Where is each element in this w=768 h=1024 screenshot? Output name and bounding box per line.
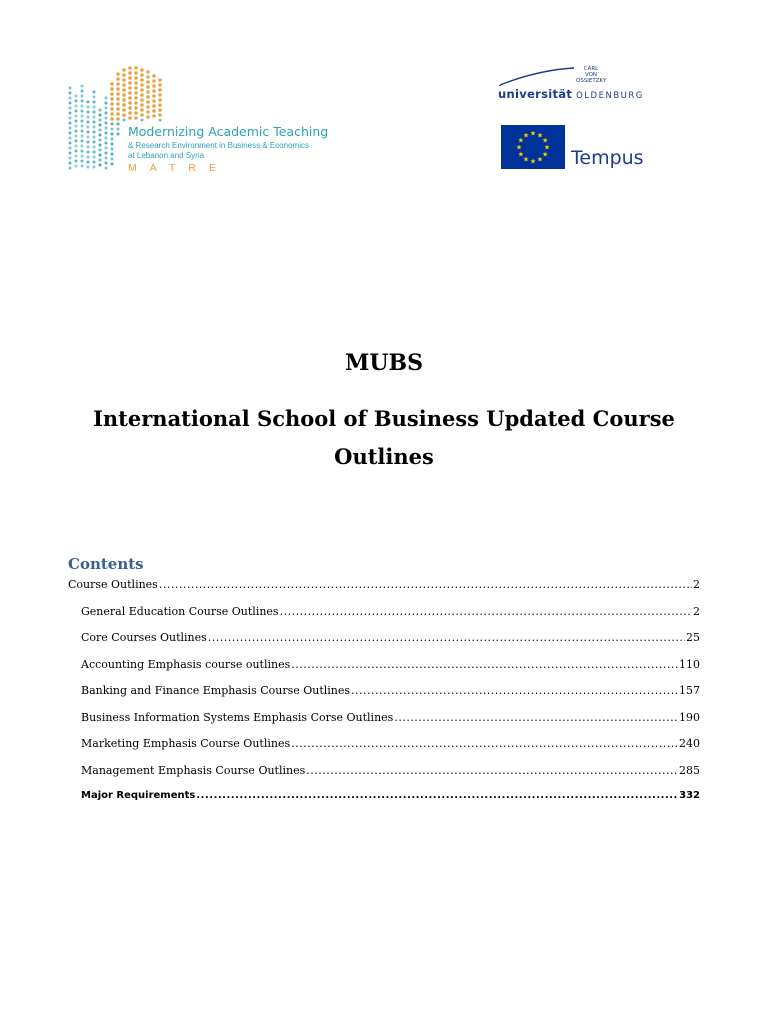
matre-dot <box>75 125 78 128</box>
matre-dot <box>93 116 96 119</box>
toc-entry[interactable] <box>68 790 700 817</box>
matre-dot <box>146 85 150 89</box>
matre-dot <box>93 106 96 109</box>
matre-dot <box>152 104 156 108</box>
matre-dot <box>116 87 120 91</box>
matre-dot <box>69 122 72 125</box>
matre-dot <box>81 115 84 118</box>
oldenburg-small-lines <box>576 66 606 84</box>
matre-dot <box>87 121 90 124</box>
matre-dot <box>123 119 126 122</box>
matre-dot <box>81 125 84 128</box>
matre-dot <box>69 127 72 130</box>
matre-dot <box>146 100 150 104</box>
matre-dot <box>140 78 144 82</box>
matre-dot <box>69 97 72 100</box>
toc-entry-title[interactable]: Marketing Emphasis Course Outlines <box>81 737 291 750</box>
matre-dot <box>93 101 96 104</box>
matre-dot <box>87 161 90 164</box>
matre-dot <box>87 136 90 139</box>
toc-entry-page[interactable]: 2 <box>693 604 700 618</box>
eu-star-icon: ★ <box>529 157 537 166</box>
matre-dot <box>87 101 90 104</box>
table-of-contents <box>68 578 700 817</box>
matre-dot <box>75 130 78 133</box>
toc-entry-title[interactable]: Accounting Emphasis course outlines <box>81 657 291 671</box>
matre-dot <box>159 119 162 122</box>
oldenburg-small-line: CARL <box>583 66 599 72</box>
matre-dot <box>116 92 120 96</box>
matre-dot <box>81 90 84 93</box>
matre-dot <box>158 108 162 112</box>
matre-dot <box>69 157 72 160</box>
matre-dot <box>105 162 108 165</box>
matre-dot <box>99 149 102 152</box>
matre-wordmark: MATRE <box>128 162 229 174</box>
matre-tagline-1: Modernizing Academic Teaching <box>128 124 329 139</box>
matre-dot <box>146 70 150 74</box>
matre-dot <box>99 159 102 162</box>
toc-dot-leader <box>351 684 678 697</box>
matre-dot <box>69 167 72 170</box>
matre-dot <box>122 83 126 87</box>
matre-dot <box>134 91 138 95</box>
matre-dot <box>122 68 126 72</box>
matre-dot <box>87 146 90 149</box>
toc-dot-leader <box>291 658 678 671</box>
matre-dot <box>146 95 150 99</box>
matre-dot <box>75 95 78 98</box>
matre-dot <box>81 135 84 138</box>
matre-dot <box>93 146 96 149</box>
matre-dot <box>117 123 120 126</box>
matre-dot <box>75 155 78 158</box>
matre-dot <box>81 160 84 163</box>
matre-dot <box>122 93 126 97</box>
eu-flag-icon <box>501 125 565 169</box>
matre-dot <box>93 91 96 94</box>
matre-dot <box>116 117 120 121</box>
matre-dot <box>99 124 102 127</box>
matre-dot <box>122 113 126 117</box>
matre-dot <box>158 83 162 87</box>
matre-dot <box>93 131 96 134</box>
toc-dot-leader <box>159 578 692 591</box>
toc-entry-page[interactable]: 110 <box>679 657 700 671</box>
matre-dot <box>134 81 138 85</box>
matre-dot <box>87 111 90 114</box>
toc-dot-leader <box>291 737 678 750</box>
matre-dot <box>93 141 96 144</box>
matre-dot <box>75 165 78 168</box>
oldenburg-city: OLDENBURG <box>576 91 644 101</box>
matre-dot <box>99 129 102 132</box>
matre-dot <box>128 116 132 120</box>
matre-dot <box>111 138 114 141</box>
toc-entry[interactable] <box>68 711 700 738</box>
matre-dot <box>116 82 120 86</box>
matre-dot <box>75 120 78 123</box>
toc-entry-page[interactable]: 285 <box>679 763 700 777</box>
oldenburg-wordmark <box>498 87 644 101</box>
matre-dot <box>110 107 114 111</box>
matre-dot <box>128 66 132 70</box>
oldenburg-name: universität <box>498 87 573 101</box>
matre-dot <box>69 87 72 90</box>
matre-dot <box>111 158 114 161</box>
matre-dot <box>158 113 162 117</box>
matre-dot <box>128 71 132 75</box>
toc-dot-leader <box>306 764 678 777</box>
eu-star-icon: ★ <box>522 131 530 140</box>
matre-dot <box>128 111 132 115</box>
matre-dot <box>110 87 114 91</box>
matre-dot <box>105 137 108 140</box>
matre-dot <box>87 106 90 109</box>
matre-dot <box>93 136 96 139</box>
matre-dot <box>110 92 114 96</box>
toc-entry-title[interactable]: Major Requirements <box>81 790 196 801</box>
matre-dot <box>134 86 138 90</box>
matre-dot <box>105 147 108 150</box>
matre-dot <box>105 167 108 170</box>
matre-dot <box>99 114 102 117</box>
matre-dot <box>69 142 72 145</box>
matre-dot <box>110 97 114 101</box>
matre-dot <box>99 139 102 142</box>
matre-dot <box>87 126 90 129</box>
matre-dot <box>75 135 78 138</box>
matre-dot <box>69 117 72 120</box>
matre-dot <box>93 96 96 99</box>
matre-dot <box>158 98 162 102</box>
matre-dot <box>93 111 96 114</box>
eu-star-icon: ★ <box>536 131 544 140</box>
toc-entry-page[interactable]: 190 <box>679 710 700 724</box>
matre-dot <box>105 117 108 120</box>
toc-entry[interactable] <box>68 658 700 685</box>
toc-entry-page[interactable]: 2 <box>693 578 700 591</box>
matre-dot <box>146 75 150 79</box>
matre-dot <box>87 151 90 154</box>
tempus-logo <box>501 125 651 172</box>
matre-dot <box>140 68 144 72</box>
matre-dot <box>122 73 126 77</box>
matre-dot <box>134 116 138 120</box>
matre-tagline-2: & Research Environment in Business & Economics <box>128 141 309 150</box>
matre-dot <box>87 141 90 144</box>
matre-dot <box>75 110 78 113</box>
matre-dot <box>99 134 102 137</box>
matre-dot <box>93 166 96 169</box>
matre-dot <box>69 112 72 115</box>
matre-dot <box>116 97 120 101</box>
matre-dot <box>99 164 102 167</box>
eu-star-icon: ★ <box>543 143 551 152</box>
eu-star-icon: ★ <box>517 150 525 159</box>
matre-dot <box>93 151 96 154</box>
matre-dot <box>140 88 144 92</box>
matre-dot <box>69 102 72 105</box>
matre-dot <box>158 93 162 97</box>
matre-dot <box>105 132 108 135</box>
matre-dot <box>75 145 78 148</box>
toc-entry[interactable] <box>68 578 700 605</box>
matre-dot <box>134 111 138 115</box>
matre-dot <box>134 96 138 100</box>
document-subtitle-line-1: International School of Business Updated Course <box>93 406 675 431</box>
toc-entry-title[interactable]: Banking and Finance Emphasis Course Outlines <box>81 684 351 697</box>
tempus-wordmark: Tempus <box>571 147 644 169</box>
matre-dot <box>105 127 108 130</box>
toc-entry-page[interactable]: 157 <box>679 684 700 697</box>
toc-entry[interactable] <box>68 684 700 711</box>
matre-dot <box>75 105 78 108</box>
matre-dot <box>69 132 72 135</box>
document-subtitle <box>0 400 768 476</box>
matre-dot <box>122 103 126 107</box>
toc-entry-title[interactable]: Management Emphasis Course Outlines <box>81 763 306 777</box>
matre-dot <box>99 154 102 157</box>
matre-dot <box>99 119 102 122</box>
matre-dot <box>152 109 156 113</box>
matre-dot <box>81 145 84 148</box>
document-subtitle-line-2: Outlines <box>334 444 434 469</box>
matre-dot <box>111 133 114 136</box>
matre-dot <box>81 155 84 158</box>
matre-dot <box>158 88 162 92</box>
matre-dot <box>81 100 84 103</box>
matre-dot <box>146 105 150 109</box>
matre-dot <box>140 113 144 117</box>
matre-dot <box>111 123 114 126</box>
eu-star-icon: ★ <box>522 155 530 164</box>
matre-dot <box>152 99 156 103</box>
matre-dot <box>110 82 114 86</box>
matre-dot <box>81 140 84 143</box>
toc-entry-title[interactable]: Course Outlines <box>68 578 158 591</box>
matre-dot <box>110 102 114 106</box>
matre-dot <box>87 116 90 119</box>
matre-dot <box>152 84 156 88</box>
matre-dot <box>116 107 120 111</box>
matre-dot <box>81 150 84 153</box>
matre-dot <box>105 122 108 125</box>
matre-dot <box>69 137 72 140</box>
eu-star-icon: ★ <box>541 150 549 159</box>
matre-dot <box>105 107 108 110</box>
matre-dot <box>134 101 138 105</box>
toc-entry-title[interactable]: General Education Course Outlines <box>81 604 279 618</box>
oldenburg-small-line: VON <box>584 72 598 78</box>
toc-dot-leader <box>208 631 685 644</box>
matre-dot <box>146 115 150 119</box>
matre-dot <box>111 153 114 156</box>
matre-dot <box>158 78 162 82</box>
matre-dot <box>117 133 120 136</box>
matre-dot <box>158 103 162 107</box>
matre-dot <box>128 106 132 110</box>
matre-dot <box>134 71 138 75</box>
matre-dot <box>140 98 144 102</box>
matre-dot <box>116 112 120 116</box>
matre-dot <box>128 91 132 95</box>
matre-dot <box>117 128 120 131</box>
matre-dot <box>105 112 108 115</box>
matre-dot <box>110 117 114 121</box>
matre-dot <box>122 88 126 92</box>
toc-entry[interactable] <box>68 605 700 632</box>
oldenburg-logo <box>498 66 658 114</box>
matre-dot <box>152 74 156 78</box>
matre-dot <box>134 106 138 110</box>
toc-entry-page[interactable]: 25 <box>686 631 700 644</box>
toc-entry-title[interactable]: Core Courses Outlines <box>81 631 207 644</box>
matre-dot <box>140 83 144 87</box>
matre-dot <box>75 115 78 118</box>
toc-entry[interactable] <box>68 737 700 764</box>
matre-dot <box>116 72 120 76</box>
matre-dot <box>93 156 96 159</box>
eu-star-icon: ★ <box>541 136 549 145</box>
matre-dot <box>146 90 150 94</box>
matre-dot <box>75 140 78 143</box>
matre-dot <box>105 102 108 105</box>
toc-entry[interactable] <box>68 631 700 658</box>
matre-dot <box>81 110 84 113</box>
matre-dot <box>81 165 84 168</box>
contents-heading: Contents <box>68 555 144 573</box>
matre-dot <box>134 66 138 70</box>
matre-dot <box>122 98 126 102</box>
matre-dot <box>146 110 150 114</box>
matre-dot <box>152 114 156 118</box>
matre-dot <box>152 94 156 98</box>
matre-dot <box>128 81 132 85</box>
toc-entry-page[interactable]: 332 <box>679 790 700 801</box>
matre-dot <box>116 77 120 81</box>
matre-tagline-3: at Lebanon and Syria <box>128 151 205 160</box>
matre-dot <box>69 162 72 165</box>
matre-dot <box>141 119 144 122</box>
matre-dot <box>111 128 114 131</box>
matre-dot <box>81 95 84 98</box>
matre-dot <box>146 80 150 84</box>
matre-dot <box>105 97 108 100</box>
matre-dot <box>93 121 96 124</box>
matre-dot <box>69 107 72 110</box>
matre-dot <box>122 108 126 112</box>
matre-dot <box>140 93 144 97</box>
matre-dot <box>111 143 114 146</box>
matre-dot <box>140 103 144 107</box>
matre-dot <box>81 120 84 123</box>
matre-dot <box>81 105 84 108</box>
matre-dot <box>152 79 156 83</box>
toc-dot-leader <box>394 711 678 724</box>
matre-dot <box>99 144 102 147</box>
eu-star-icon: ★ <box>536 155 544 164</box>
matre-dot <box>140 73 144 77</box>
matre-dot <box>128 76 132 80</box>
toc-dot-leader <box>196 790 678 801</box>
matre-dot <box>111 148 114 151</box>
matre-dot <box>116 102 120 106</box>
matre-dot <box>99 109 102 112</box>
matre-dot <box>93 126 96 129</box>
matre-dot <box>111 163 114 166</box>
matre-dot <box>81 130 84 133</box>
matre-dot <box>105 142 108 145</box>
document-title: MUBS <box>344 350 424 376</box>
matre-dot <box>75 160 78 163</box>
matre-dot <box>128 96 132 100</box>
matre-dot <box>69 152 72 155</box>
matre-dot <box>128 101 132 105</box>
eu-star-icon: ★ <box>517 136 525 145</box>
toc-dot-leader <box>280 605 692 618</box>
matre-logo <box>66 66 346 178</box>
matre-dot <box>105 152 108 155</box>
toc-entry-page[interactable]: 240 <box>679 737 700 750</box>
matre-dot <box>81 85 84 88</box>
toc-entry[interactable] <box>68 764 700 791</box>
matre-dot <box>69 147 72 150</box>
matre-dot <box>87 166 90 169</box>
matre-dot <box>134 76 138 80</box>
matre-dot <box>93 161 96 164</box>
matre-dot <box>140 108 144 112</box>
matre-dot <box>75 150 78 153</box>
matre-dot <box>128 86 132 90</box>
matre-dot <box>110 112 114 116</box>
matre-dot <box>87 131 90 134</box>
toc-entry-title[interactable]: Business Information Systems Emphasis Corse Outlines <box>81 710 394 724</box>
matre-dot <box>152 89 156 93</box>
matre-dot <box>69 92 72 95</box>
matre-dot <box>105 157 108 160</box>
eu-star-icon: ★ <box>529 129 537 138</box>
matre-dot <box>75 100 78 103</box>
matre-dot <box>87 156 90 159</box>
eu-star-icon: ★ <box>515 143 523 152</box>
matre-dot <box>122 78 126 82</box>
oldenburg-small-line: OSSIETZKY <box>576 78 607 84</box>
